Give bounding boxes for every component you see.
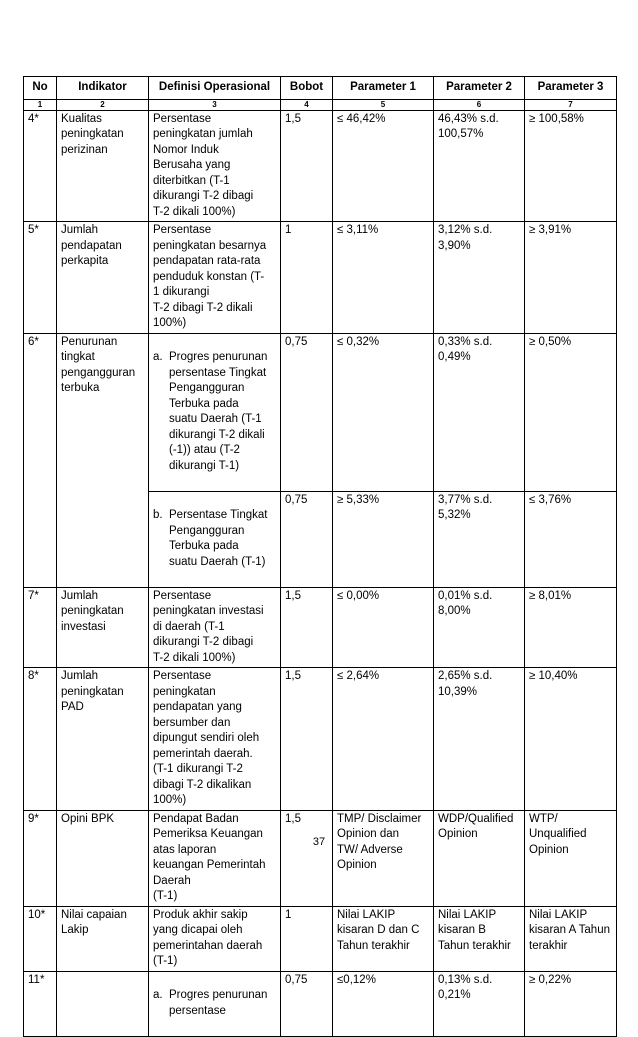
parameter-3-cell: ≥ 8,01% [525,587,617,668]
bobot-cell: 1,5 [281,668,333,811]
table-row [24,810,617,906]
indikator-cell: Penurunan tingkat pengangguran terbuka [57,333,149,587]
row-number: 8* [24,668,57,811]
indikator-cell: Kualitas peningkatan perizinan [57,110,149,222]
col-number: 5 [333,99,434,110]
indikator-cell: Jumlah peningkatan PAD [57,668,149,811]
col-number: 6 [434,99,525,110]
table-row [24,110,617,222]
row-number: 6* [24,333,57,587]
bobot-cell: 1 [281,222,333,334]
parameter-2-cell: 46,43% s.d. 100,57% [434,110,525,222]
parameter-3-cell: ≥ 0,50% [525,333,617,491]
col-header-parameter-3: Parameter 3 [525,77,617,100]
indikator-cell: Nilai capaian Lakip [57,906,149,971]
table-row [24,668,617,811]
row-number: 4* [24,110,57,222]
parameter-3-cell: WTP/ Unqualified Opinion [525,810,617,906]
parameter-3-cell: Nilai LAKIP kisaran A Tahun terakhir [525,906,617,971]
parameter-1-cell: ≤ 2,64% [333,668,434,811]
table-row [24,587,617,668]
row-number: 7* [24,587,57,668]
parameter-1-cell: ≤ 3,11% [333,222,434,334]
parameter-3-cell: ≥ 10,40% [525,668,617,811]
bobot-cell: 1,5 [281,810,333,906]
sub-item-text: Progres penurunan persentase Tingkat Pengangguran Terbuka pada suatu Daerah (T-1 dikurangi T-2 dikali (-1)) atau (T-2 dikurangi T-1) [169,351,268,472]
col-number: 1 [24,99,57,110]
col-header-definisi: Definisi Operasional [149,77,281,100]
bobot-cell: 0,75 [281,971,333,1036]
definisi-cell [149,491,281,587]
definisi-cell: Pendapat Badan Pemeriksa Keuangan atas laporan keuangan Pemerintah Daerah (T-1) [149,810,281,906]
col-header-no: No [24,77,57,100]
table-row [24,906,617,971]
col-header-parameter-1: Parameter 1 [333,77,434,100]
indikator-cell: Jumlah peningkatan investasi [57,587,149,668]
row-number: 11* [24,971,57,1036]
parameter-3-cell: ≤ 3,76% [525,491,617,587]
col-number: 7 [525,99,617,110]
sub-item-label: b. [153,509,163,521]
bobot-cell: 0,75 [281,491,333,587]
col-header-bobot: Bobot [281,77,333,100]
col-number: 2 [57,99,149,110]
sub-item-text: Persentase Tingkat Pengangguran Terbuka pada suatu Daerah (T-1) [169,509,268,568]
definisi-cell [149,333,281,491]
parameter-2-cell: 0,01% s.d. 8,00% [434,587,525,668]
parameter-1-cell: ≥ 5,33% [333,491,434,587]
sub-item-label: a. [153,351,163,363]
row-number: 10* [24,906,57,971]
parameter-2-cell: WDP/Qualified Opinion [434,810,525,906]
definisi-cell: Persentase peningkatan jumlah Nomor Induk Berusaha yang diterbitkan (T-1 dikurangi T-2 dibagi T-2 dikali 100%) [149,110,281,222]
column-number-row [24,99,617,110]
parameter-2-cell: Nilai LAKIP kisaran B Tahun terakhir [434,906,525,971]
col-header-indikator: Indikator [57,77,149,100]
parameter-3-cell: ≥ 100,58% [525,110,617,222]
table-row [24,333,617,491]
bobot-cell: 1,5 [281,587,333,668]
sub-item-label: a. [153,989,163,1001]
parameter-2-cell: 0,13% s.d. 0,21% [434,971,525,1036]
definisi-cell: Persentase peningkatan pendapatan yang bersumber dan dipungut sendiri oleh pemerintah daerah. (T-1 dikurangi T-2 dibagi T-2 dikalikan 100%) [149,668,281,811]
indicator-table [23,76,617,1037]
parameter-1-cell: ≤ 46,42% [333,110,434,222]
parameter-2-cell: 3,12% s.d. 3,90% [434,222,525,334]
bobot-cell: 1 [281,906,333,971]
indikator-cell: Jumlah pendapatan perkapita [57,222,149,334]
header-row [24,77,617,100]
definisi-cell [149,971,281,1036]
sub-item-text: Progres penurunan persentase [169,989,268,1017]
parameter-1-cell: TMP/ Disclaimer Opinion dan TW/ Adverse Opinion [333,810,434,906]
indikator-cell [57,971,149,1036]
parameter-1-cell: ≤ 0,00% [333,587,434,668]
definisi-cell: Persentase peningkatan besarnya pendapatan rata-rata penduduk konstan (T- 1 dikurangi T-2 dibagi T-2 dikali 100%) [149,222,281,334]
col-header-parameter-2: Parameter 2 [434,77,525,100]
indikator-cell: Opini BPK [57,810,149,906]
table-row [24,971,617,1036]
parameter-2-cell: 3,77% s.d. 5,32% [434,491,525,587]
col-number: 3 [149,99,281,110]
row-number: 5* [24,222,57,334]
parameter-1-cell: Nilai LAKIP kisaran D dan C Tahun terakhir [333,906,434,971]
parameter-1-cell: ≤ 0,32% [333,333,434,491]
parameter-3-cell: ≥ 0,22% [525,971,617,1036]
parameter-2-cell: 0,33% s.d. 0,49% [434,333,525,491]
parameter-2-cell: 2,65% s.d. 10,39% [434,668,525,811]
row-number: 9* [24,810,57,906]
page-number: 37 [312,836,326,848]
table-row [24,222,617,334]
definisi-cell: Persentase peningkatan investasi di daerah (T-1 dikurangi T-2 dibagi T-2 dikali 100%) [149,587,281,668]
definisi-cell: Produk akhir sakip yang dicapai oleh pemerintahan daerah (T-1) [149,906,281,971]
parameter-3-cell: ≥ 3,91% [525,222,617,334]
col-number: 4 [281,99,333,110]
bobot-cell: 0,75 [281,333,333,491]
bobot-cell: 1,5 [281,110,333,222]
parameter-1-cell: ≤0,12% [333,971,434,1036]
